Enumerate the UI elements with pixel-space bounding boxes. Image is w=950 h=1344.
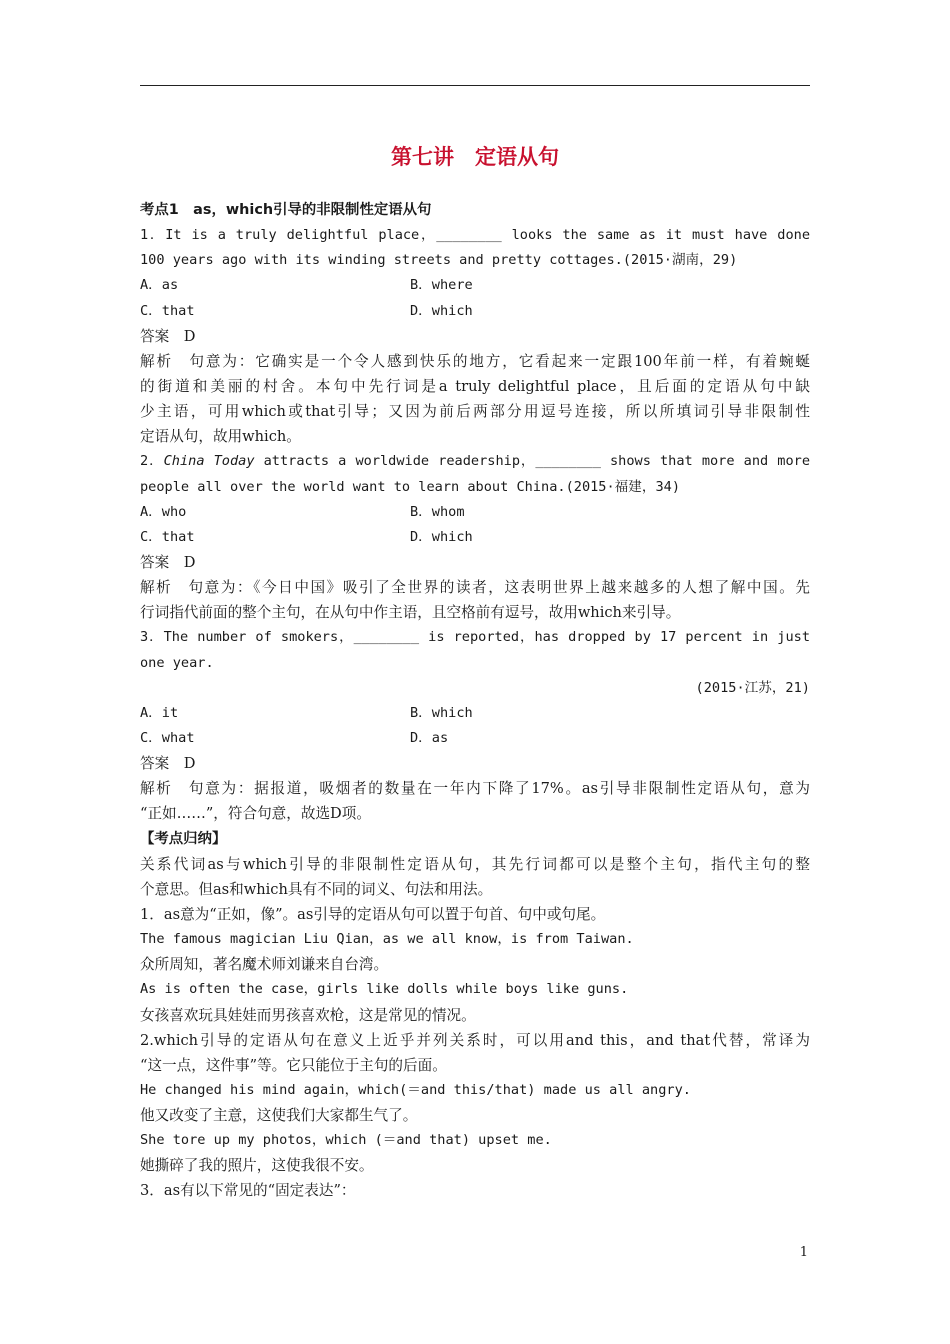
q3-explanation-line: “正如……”，符合句意，故选D项。 — [140, 805, 371, 823]
q2-option-c: C．that — [140, 528, 195, 545]
section-heading: 考点1 as，which引导的非限制性定语从句 — [140, 202, 432, 218]
q1-option-d: D．which — [410, 302, 473, 319]
q1-explanation-line: 的街道和美丽的村舍。本句中先行词是a truly delightful place，且后面的定语从句中缺 — [140, 377, 810, 395]
q2-stem-rest: attracts a worldwide readership，________ shows that more and more — [254, 453, 810, 470]
q3-option-c: C．what — [140, 729, 195, 746]
q3-source: (2015·江苏，21) — [695, 679, 810, 696]
q3-stem-line1: 3．The number of smokers，________ is reported，has dropped by 17 percent in just — [140, 629, 810, 646]
q1-explanation-line: 少主语，可用which或that引导；又因为前后两部分用逗号连接，所以所填词引导非限制性 — [140, 403, 810, 421]
summary-example-en: As is often the case，girls like dolls while boys like guns. — [140, 981, 629, 998]
summary-example-zh: 她撕碎了我的照片，这使我很不安。 — [140, 1157, 374, 1175]
q1-explanation-line: 定语从句，故用which。 — [140, 428, 301, 446]
summary-example-zh: 女孩喜欢玩具娃娃而男孩喜欢枪，这是常见的情况。 — [140, 1006, 476, 1024]
summary-example-zh: 众所周知，著名魔术师刘谦来自台湾。 — [140, 956, 389, 974]
summary-example-zh: 他又改变了主意，这使我们大家都生气了。 — [140, 1107, 418, 1125]
q2-stem-line2: people all over the world want to learn about China.(2015·福建，34) — [140, 478, 681, 495]
q2-options-row2 — [140, 525, 810, 550]
header-rule — [140, 85, 810, 86]
q1-option-a: A．as — [140, 277, 179, 294]
q3-options-row2 — [140, 726, 810, 751]
q2-italic-title: China Today — [163, 453, 255, 470]
q1-explanation-line: 解析 句意为：它确实是一个令人感到快乐的地方，它看起来一定跟100年前一样，有着蜿蜒 — [140, 352, 810, 370]
q1-option-b: B．where — [410, 277, 473, 294]
q3-option-b: B．which — [410, 704, 473, 721]
summary-example-en: The famous magician Liu Qian，as we all know，is from Taiwan. — [140, 931, 634, 948]
summary-line: 2.which引导的定语从句在意义上近乎并列关系时，可以用and this，and that代替，常译为 — [140, 1031, 810, 1049]
summary-line: 个意思。但as和which具有不同的词义、句法和用法。 — [140, 880, 493, 898]
q2-option-d: D．which — [410, 528, 473, 545]
q1-options-row2 — [140, 299, 810, 324]
q2-option-a: A．who — [140, 503, 187, 520]
q1-stem-line1: 1．It is a truly delightful place，________ looks the same as it must have done — [140, 227, 810, 244]
summary-line: 3．as有以下常见的“固定表达”： — [140, 1182, 356, 1200]
q3-option-d: D．as — [410, 729, 449, 746]
q1-options-row1 — [140, 273, 810, 298]
q1-option-c: C．that — [140, 302, 195, 319]
q3-stem-line2: one year. — [140, 654, 214, 671]
summary-line: “这一点，这件事”等。它只能位于主句的后面。 — [140, 1056, 447, 1074]
q2-stem-line1 — [140, 449, 810, 474]
summary-line: 1．as意为“正如，像”。as引导的定语从句可以置于句首、句中或句尾。 — [140, 905, 606, 923]
q2-options-row1 — [140, 500, 810, 525]
summary-heading: 【考点归纳】 — [140, 830, 227, 847]
q2-answer: 答案 D — [140, 553, 196, 571]
document-body — [140, 198, 810, 1204]
summary-example-en: He changed his mind again，which(＝and this/that) made us all angry. — [140, 1081, 691, 1098]
q3-options-row1 — [140, 701, 810, 726]
q3-explanation-line: 解析 句意为：据报道，吸烟者的数量在一年内下降了17%。as引导非限制性定语从句，意为 — [140, 780, 810, 798]
summary-example-en: She tore up my photos，which (＝and that) upset me. — [140, 1132, 552, 1149]
q1-stem-line2: 100 years ago with its winding streets and pretty cottages.(2015·湖南，29) — [140, 252, 738, 269]
q2-number: 2． — [140, 453, 164, 470]
q3-answer: 答案 D — [140, 755, 196, 773]
page-number: 1 — [799, 1245, 808, 1260]
q2-option-b: B．whom — [410, 503, 465, 520]
q2-explanation-line: 解析 句意为：《今日中国》吸引了全世界的读者，这表明世界上越来越多的人想了解中国。先 — [140, 579, 810, 597]
summary-line: 关系代词as与which引导的非限制性定语从句，其先行词都可以是整个主句，指代主句的整 — [140, 855, 810, 873]
page-title: 第七讲 定语从句 — [391, 145, 559, 169]
q1-answer: 答案 D — [140, 327, 196, 345]
q3-option-a: A．it — [140, 704, 179, 721]
q2-explanation-line: 行词指代前面的整个主句，在从句中作主语，且空格前有逗号，故用which来引导。 — [140, 604, 681, 622]
